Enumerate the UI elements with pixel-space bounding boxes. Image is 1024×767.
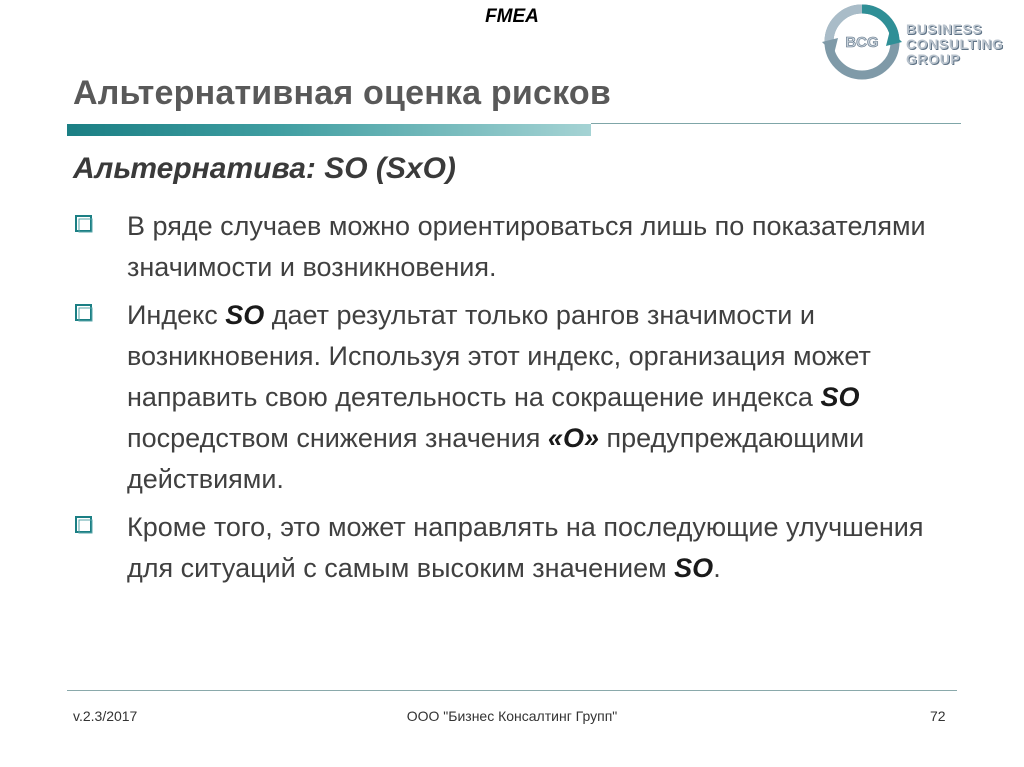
bullet-text (127, 300, 871, 494)
text-run: Кроме того, это может направлять на последующие улучшения для ситуаций с самым высоким значением (127, 512, 924, 583)
title-accent-bar (67, 124, 591, 136)
company-logo (822, 2, 1024, 82)
presentation-tag: FMEA (485, 6, 539, 27)
text-run: Индекс (127, 300, 226, 330)
logo-wordmark (906, 22, 1004, 67)
checkbox-bullet-icon (75, 516, 93, 534)
bullet-list (73, 206, 973, 596)
text-run: посредством снижения значения (127, 423, 548, 453)
logo-line: GROUP (906, 51, 961, 67)
text-run: дает результат только рангов значимости и возникновения. Используя этот индекс, организация может направить свою деятельность на сокращение индекса (127, 300, 871, 412)
page-number: 72 (930, 708, 946, 724)
bcg-cycle-icon (822, 2, 904, 82)
highlight-so: SO (225, 300, 265, 330)
checkbox-bullet-icon (75, 215, 93, 233)
bullet-item (73, 507, 973, 589)
highlight-so: SO (820, 382, 860, 412)
logo-line: BUSINESS (906, 21, 983, 37)
bullet-item (73, 206, 973, 288)
footer-company: ООО "Бизнес Консалтинг Групп" (406, 708, 618, 724)
highlight-so: SO (674, 553, 714, 583)
logo-line: CONSULTING (906, 36, 1004, 52)
title-divider (591, 123, 961, 124)
footer-divider (67, 690, 957, 691)
highlight-o: «О» (547, 423, 599, 453)
checkbox-bullet-icon (75, 304, 93, 322)
slide-subtitle: Альтернатива: SO (SxO) (73, 152, 456, 185)
slide-title: Альтернативная оценка рисков (73, 74, 611, 112)
text-run: предупреждающими действиями. (127, 423, 865, 494)
bullet-item (73, 295, 973, 500)
footer-version: v.2.3/2017 (73, 708, 138, 724)
logo-mark: BCG (845, 34, 879, 51)
bullet-text (127, 512, 923, 583)
bullet-text: В ряде случаев можно ориентироваться лишь по показателями значимости и возникновения. (127, 211, 926, 282)
text-run: . (713, 553, 721, 583)
